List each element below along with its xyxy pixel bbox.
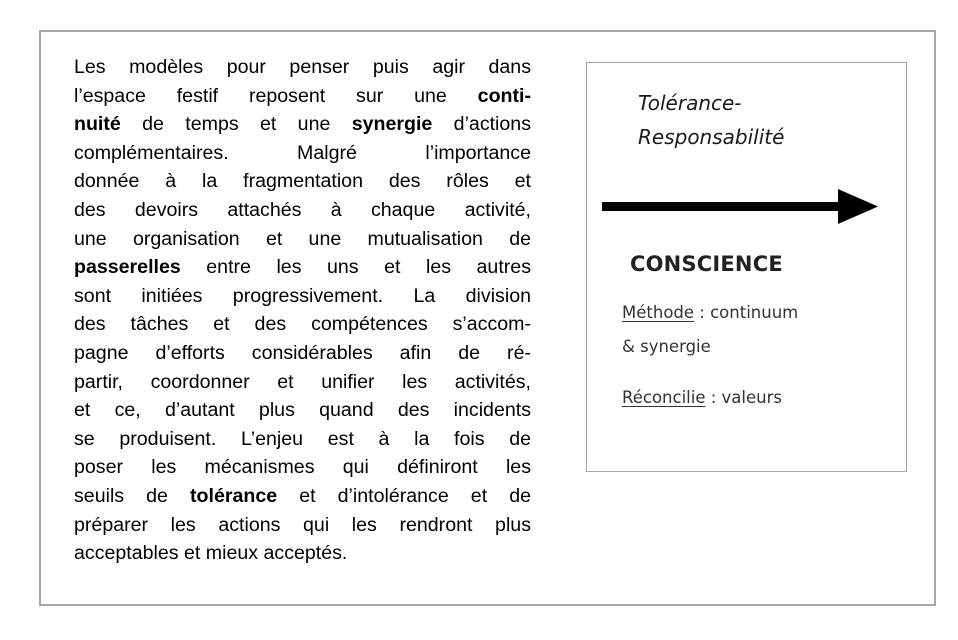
paragraph-line: [74, 339, 531, 368]
paragraph-line: [74, 225, 531, 254]
body-paragraph: [74, 53, 531, 568]
emphasized-term: passerelles: [74, 256, 181, 279]
reconcilie-value: : valeurs: [705, 388, 782, 407]
methode-value-line2: & synergie: [622, 337, 711, 356]
paragraph-line: [74, 396, 531, 425]
paragraph-text: partir, coordonner et unifier les activités,: [74, 370, 531, 393]
paragraph-text: entre les uns et les autres: [180, 256, 531, 279]
paragraph-line: [74, 110, 531, 139]
emphasized-term: tolérance: [190, 484, 278, 507]
right-arrow-icon: [602, 186, 878, 226]
paragraph-line: [74, 453, 531, 482]
paragraph-text: se produisent. L’enjeu est à la fois de: [74, 427, 531, 450]
paragraph-text: pagne d’efforts considérables afin de ré-: [74, 341, 531, 364]
paragraph-line: [74, 253, 531, 282]
emphasized-term: nuité: [74, 113, 121, 136]
paragraph-text: de temps et une: [120, 113, 352, 136]
methode-value: : continuum: [694, 303, 799, 322]
paragraph-text: une organisation et une mutualisation de: [74, 227, 531, 250]
paragraph-text: complémentaires. Malgré l’importance: [74, 141, 531, 164]
paragraph-line: [74, 482, 531, 511]
paragraph-text: et d’intolérance et de: [277, 484, 532, 507]
paragraph-line: [74, 196, 531, 225]
paragraph-text: sont initiées progressivement. La division: [74, 284, 531, 307]
paragraph-text: et ce, d’autant plus quand des incidents: [74, 399, 531, 422]
paragraph-text: donnée à la fragmentation des rôles et: [74, 170, 531, 193]
paragraph-text: préparer les actions qui les rendront plus: [74, 513, 531, 536]
tolerance-title-line1: Tolérance-: [638, 91, 742, 115]
paragraph-text: des tâches et des compétences s’accom-: [74, 313, 531, 336]
paragraph-line: [74, 53, 531, 82]
methode-label: Méthode: [622, 303, 695, 322]
conscience-heading: CONSCIENCE: [630, 252, 783, 276]
tolerance-title: [638, 86, 784, 154]
paragraph-line: [74, 139, 531, 168]
paragraph-line: [74, 282, 531, 311]
tolerance-title-line2: Responsabilité: [638, 125, 785, 149]
paragraph-line: [74, 368, 531, 397]
reconcilie-label: Réconcilie: [622, 388, 706, 407]
paragraph-line: [74, 425, 531, 454]
paragraph-line: [74, 539, 531, 568]
reconcilie-block: [622, 381, 782, 415]
paragraph-text: l’espace festif reposent sur une: [74, 84, 478, 107]
paragraph-text: acceptables et mieux acceptés.: [74, 542, 348, 565]
paragraph-line: [74, 82, 531, 111]
paragraph-text: poser les mécanismes qui définiront les: [74, 456, 531, 479]
methode-block: [622, 296, 798, 364]
paragraph-line: [74, 167, 531, 196]
paragraph-line: [74, 310, 531, 339]
emphasized-term: synergie: [351, 113, 433, 136]
paragraph-line: [74, 511, 531, 540]
paragraph-text: des devoirs attachés à chaque activité,: [74, 198, 531, 221]
paragraph-text: Les modèles pour penser puis agir dans: [74, 56, 531, 78]
paragraph-text: seuils de: [74, 484, 191, 507]
paragraph-text: d’actions: [432, 113, 532, 136]
emphasized-term: conti-: [477, 84, 531, 107]
